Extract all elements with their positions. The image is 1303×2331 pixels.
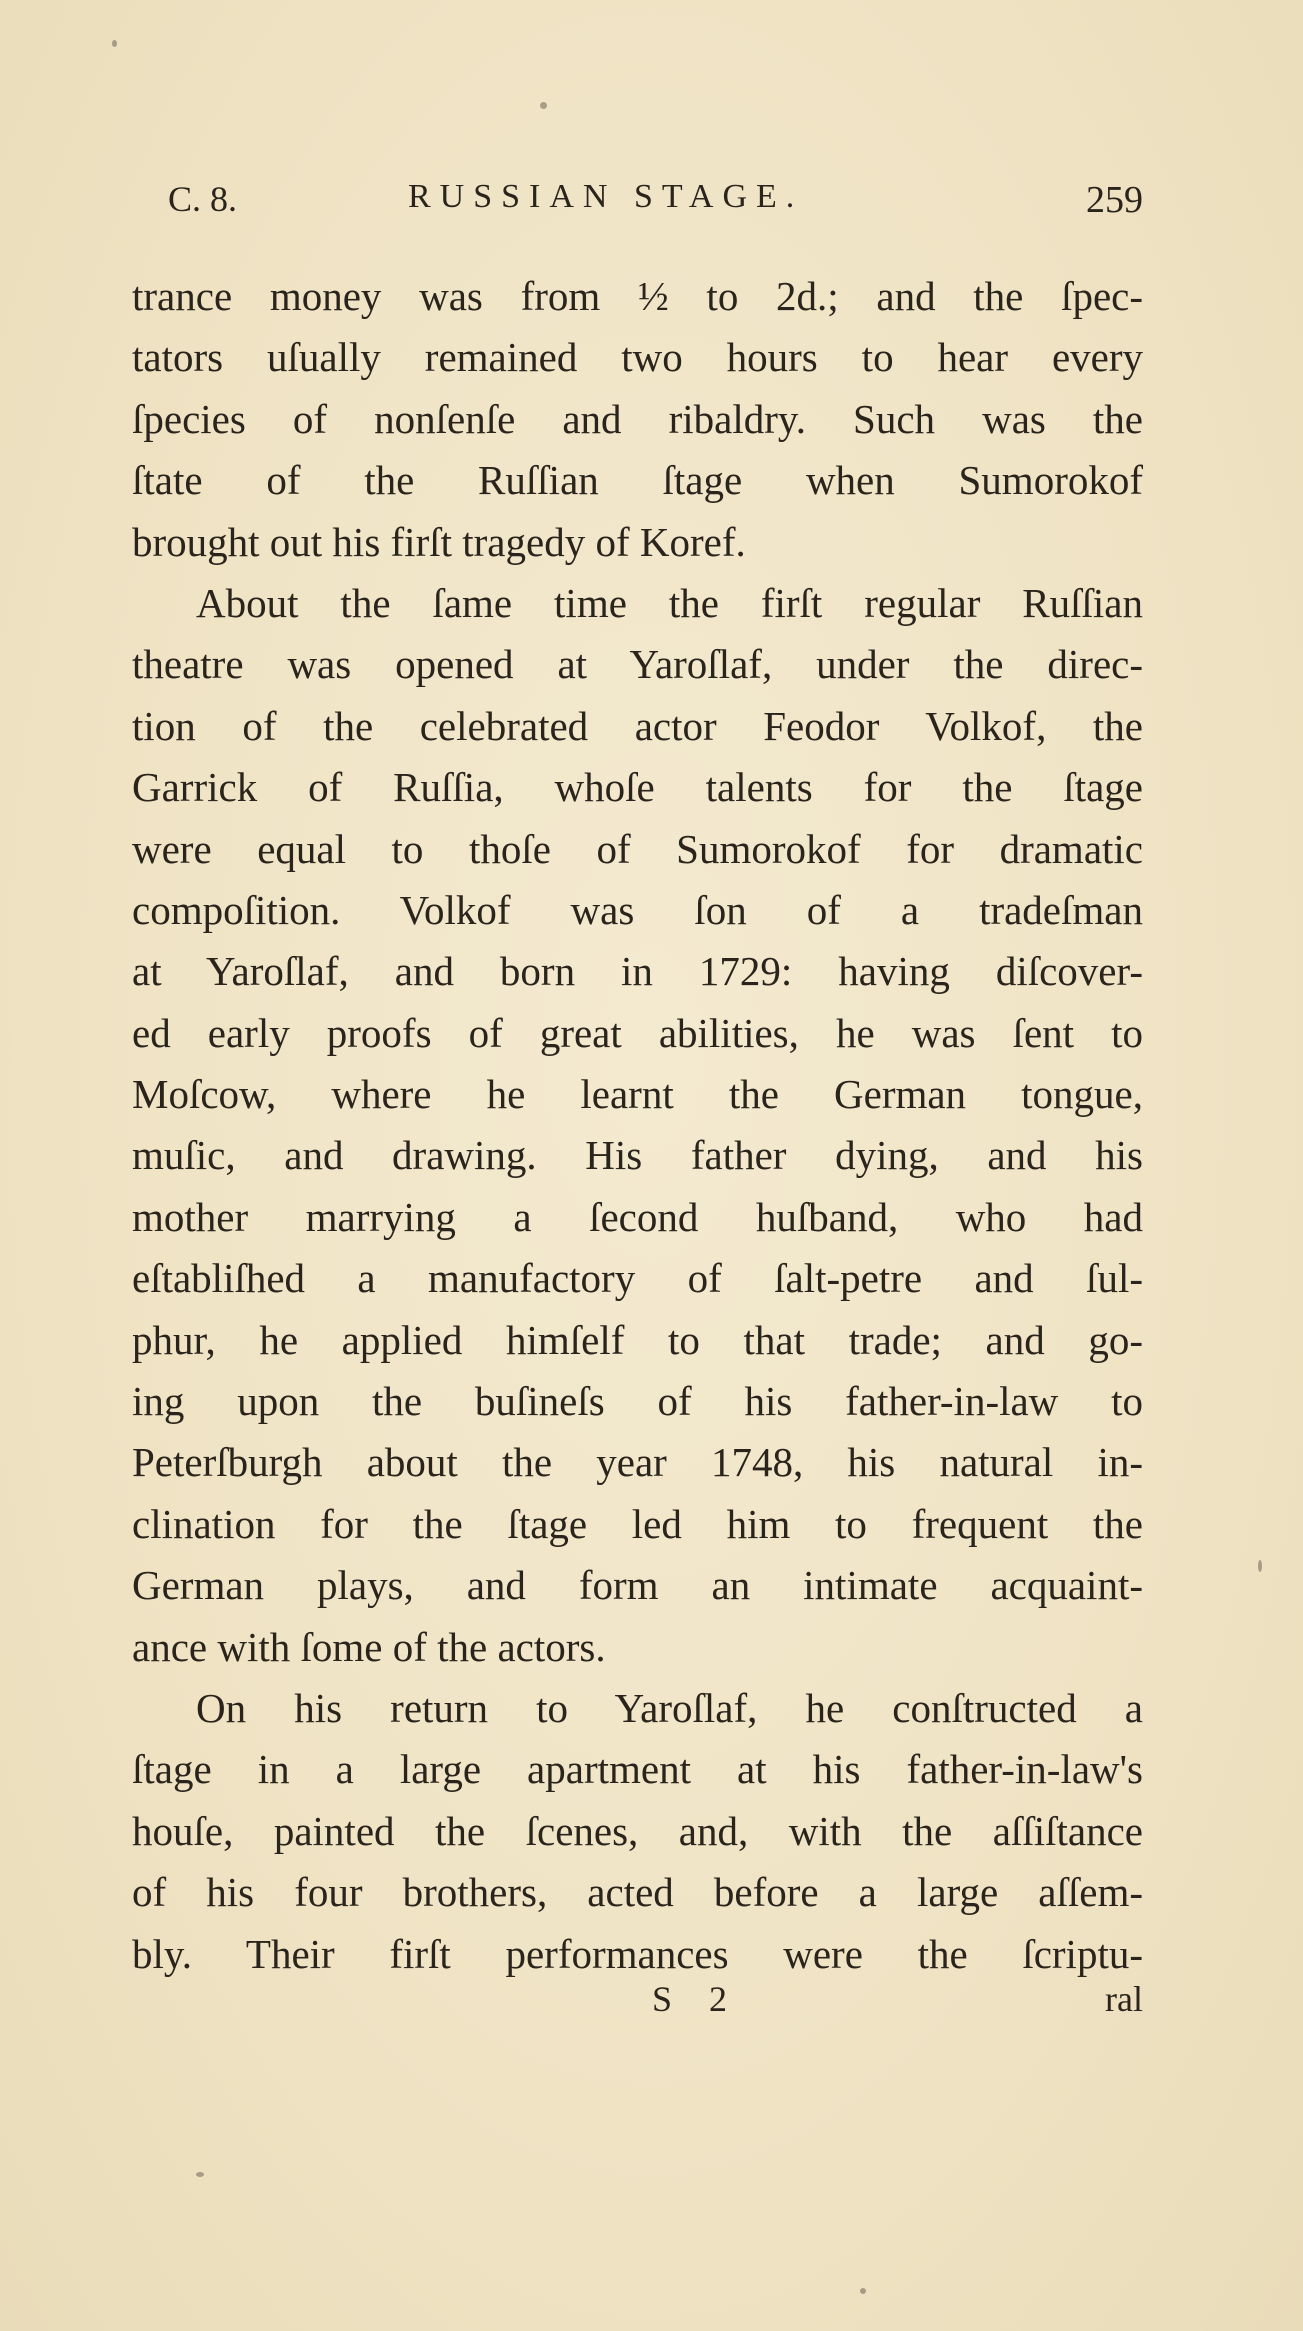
text-line: Garrick of Ruſſia, whoſe talents for the ſtage <box>132 764 1143 811</box>
page-number: 259 <box>1086 179 1143 221</box>
text-line: trance money was from ½ to 2d.; and the ſpec- <box>132 273 1143 319</box>
text-line: ance with ſome of the actors. <box>132 1623 606 1670</box>
catchword: ral <box>1105 1979 1143 2019</box>
chapter-marker: C. 8. <box>168 179 238 219</box>
paper-speck <box>112 40 117 47</box>
text-line: tators uſually remained two hours to hear every <box>132 334 1143 381</box>
text-line: ſtate of the Ruſſian ſtage when Sumorokof <box>132 457 1143 504</box>
text-line: bly. Their firſt performances were the ſcriptu- <box>132 1930 1143 1977</box>
text-line: theatre was opened at Yaroſlaf, under the direc- <box>132 641 1143 688</box>
text-line: About the ſame time the firſt regular Ruſſian <box>196 579 1143 626</box>
paper-speck <box>540 102 547 109</box>
text-line: ſpecies of nonſenſe and ribaldry. Such was the <box>132 395 1143 442</box>
text-line: Moſcow, where he learnt the German tongue, <box>132 1071 1143 1118</box>
text-line: tion of the celebrated actor Feodor Volkof, the <box>132 702 1143 749</box>
text-line: eſtabliſhed a manufactory of ſalt-petre and ſul- <box>132 1255 1143 1302</box>
text-line: German plays, and form an intimate acquaint- <box>132 1562 1143 1609</box>
text-line: ed early proofs of great abilities, he was ſent to <box>132 1009 1143 1056</box>
text-line: compoſition. Volkof was ſon of a tradeſman <box>132 886 1143 933</box>
text-line: of his four brothers, acted before a large aſſem- <box>132 1869 1143 1916</box>
paper-speck <box>196 2172 204 2177</box>
text-line: brought out his firſt tragedy of Koref. <box>132 518 746 565</box>
text-line: clination for the ſtage led him to frequent the <box>132 1500 1143 1547</box>
paper-speck <box>860 2288 866 2294</box>
text-line: Peterſburgh about the year 1748, his natural in- <box>132 1439 1143 1486</box>
text-line: at Yaroſlaf, and born in 1729: having diſcover- <box>132 948 1143 995</box>
text-line: ing upon the buſineſs of his father-in-law to <box>132 1378 1143 1425</box>
text-line: muſic, and drawing. His father dying, and his <box>132 1132 1143 1179</box>
text-line: were equal to thoſe of Sumorokof for dramatic <box>132 825 1143 872</box>
text-line: On his return to Yaroſlaf, he conſtructed a <box>196 1684 1143 1731</box>
running-header <box>168 178 1143 228</box>
page-footer <box>132 1978 1143 2028</box>
paper-speck <box>1258 1560 1262 1572</box>
text-line: ſtage in a large apartment at his father-in-law's <box>132 1746 1143 1793</box>
text-line: mother marrying a ſecond huſband, who had <box>132 1193 1143 1240</box>
running-title: RUSSIAN STAGE. <box>408 178 804 215</box>
text-line: phur, he applied himſelf to that trade; and go- <box>132 1316 1143 1363</box>
body-text <box>132 266 1143 1985</box>
signature-mark: S 2 <box>652 1979 742 2019</box>
text-line: houſe, painted the ſcenes, and, with the aſſiſtance <box>132 1807 1143 1854</box>
